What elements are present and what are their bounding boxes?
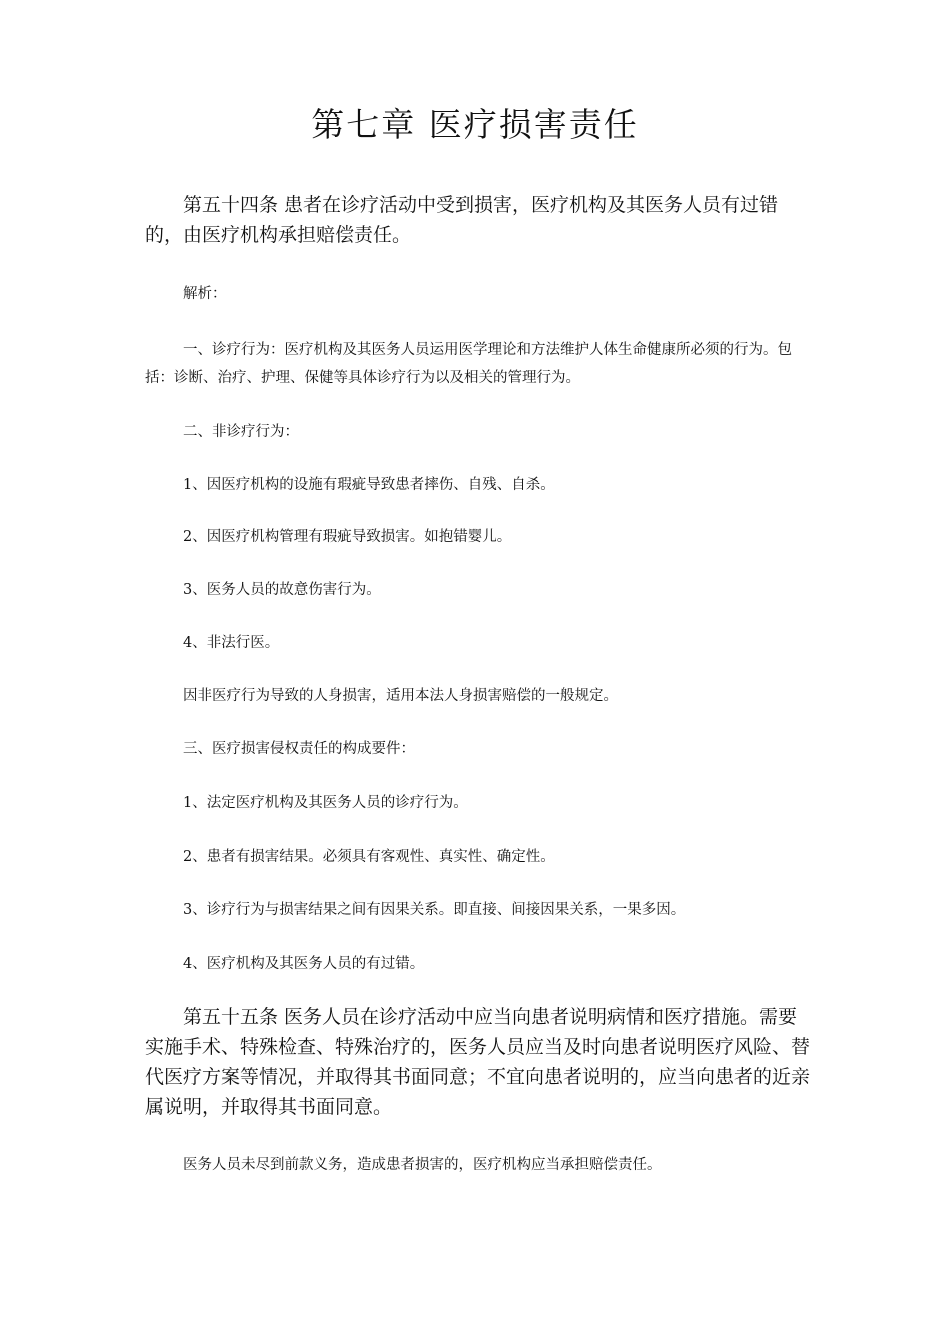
non-treatment-item-1: 1、因医疗机构的设施有瑕疵导致患者摔伤、自残、自杀。	[183, 477, 555, 493]
section-2-heading: 二、非诊疗行为：	[183, 424, 299, 440]
analysis-label: 解析：	[183, 286, 227, 302]
article-55-note: 医务人员未尽到前款义务，造成患者损害的，医疗机构应当承担赔偿责任。	[183, 1157, 662, 1173]
element-item-4: 4、医疗机构及其医务人员的有过错。	[183, 956, 425, 972]
non-treatment-item-2: 2、因医疗机构管理有瑕疵导致损害。如抱错婴儿。	[183, 529, 512, 545]
chapter-title: 第七章 医疗损害责任	[311, 105, 639, 144]
non-treatment-note: 因非医疗行为导致的人身损害，适用本法人身损害赔偿的一般规定。	[183, 688, 618, 704]
article-55: 第五十五条 医务人员在诊疗活动中应当向患者说明病情和医疗措施。需要实施手术、特殊检查、特殊治疗的，医务人员应当及时向患者说明医疗风险、替代医疗方案等情况，并取得其书面同意；不宜向患者说明的，应当向患者的近亲属说明，并取得其书面同意。	[145, 1006, 811, 1118]
element-item-1: 1、法定医疗机构及其医务人员的诊疗行为。	[183, 795, 468, 811]
element-item-2: 2、患者有损害结果。必须具有客观性、真实性、确定性。	[183, 849, 555, 865]
section-1-treatment-behavior: 一、诊疗行为：医疗机构及其医务人员运用医学理论和方法维护人体生命健康所必须的行为。包括：诊断、治疗、护理、保健等具体诊疗行为以及相关的管理行为。	[145, 342, 792, 386]
non-treatment-item-4: 4、非法行医。	[183, 635, 280, 651]
section-3-heading: 三、医疗损害侵权责任的构成要件：	[183, 741, 415, 757]
element-item-3: 3、诊疗行为与损害结果之间有因果关系。即直接、间接因果关系，一果多因。	[183, 902, 686, 918]
non-treatment-item-3: 3、医务人员的故意伤害行为。	[183, 582, 381, 598]
article-54: 第五十四条 患者在诊疗活动中受到损害，医疗机构及其医务人员有过错的，由医疗机构承担赔偿责任。	[145, 194, 779, 246]
